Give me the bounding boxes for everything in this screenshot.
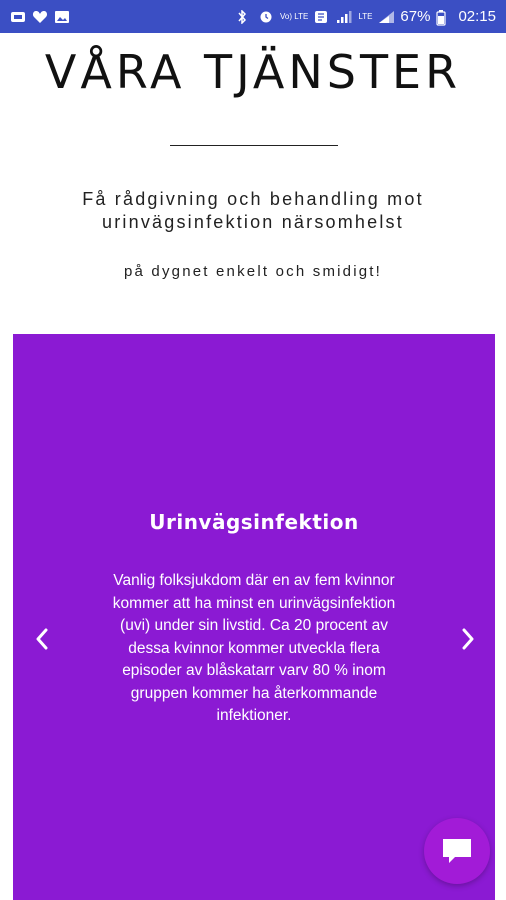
page-title: VÅRA TJÄNSTER bbox=[44, 45, 462, 99]
signal-icon bbox=[336, 10, 352, 24]
battery-percent: 67% bbox=[400, 8, 431, 25]
carousel-next-button[interactable] bbox=[453, 624, 483, 654]
notification-icon bbox=[10, 10, 26, 24]
chevron-right-icon bbox=[460, 627, 476, 651]
battery-icon bbox=[436, 10, 452, 24]
status-bar bbox=[0, 0, 506, 33]
title-divider bbox=[170, 145, 338, 146]
volte-icon: Vo) LTE bbox=[280, 11, 309, 21]
bluetooth-icon bbox=[236, 10, 252, 24]
image-icon bbox=[54, 10, 70, 24]
service-carousel-slide bbox=[13, 334, 495, 900]
lte-label: LTE bbox=[358, 11, 373, 21]
service-title: Urinvägsinfektion bbox=[149, 510, 359, 534]
carousel-prev-button[interactable] bbox=[27, 624, 57, 654]
nfc-icon bbox=[314, 10, 330, 24]
service-description: Vanlig folksjukdom där en av fem kvinnor kommer att ha minst en urinvägsinfektion (uvi) under sin livstid. Ca 20 procent av dessa kvinnor kommer utveckla flera episoder av blåskatarr varv 80 % inom gruppen kommer ha återkommande infektioner. bbox=[112, 572, 396, 724]
chat-bubble-icon bbox=[441, 837, 473, 865]
intro-text: Få rådgivning och behandling mot urinvägsinfektion närsomhelst bbox=[82, 189, 424, 232]
status-bar-left bbox=[10, 10, 70, 24]
status-bar-right bbox=[236, 8, 496, 25]
signal-icon bbox=[378, 10, 394, 24]
alarm-icon bbox=[258, 10, 274, 24]
chat-button[interactable] bbox=[424, 818, 490, 884]
intro-text-2: på dygnet enkelt och smidigt! bbox=[123, 263, 383, 280]
clock: 02:15 bbox=[458, 8, 496, 25]
chevron-left-icon bbox=[34, 627, 50, 651]
heart-icon bbox=[32, 10, 48, 24]
